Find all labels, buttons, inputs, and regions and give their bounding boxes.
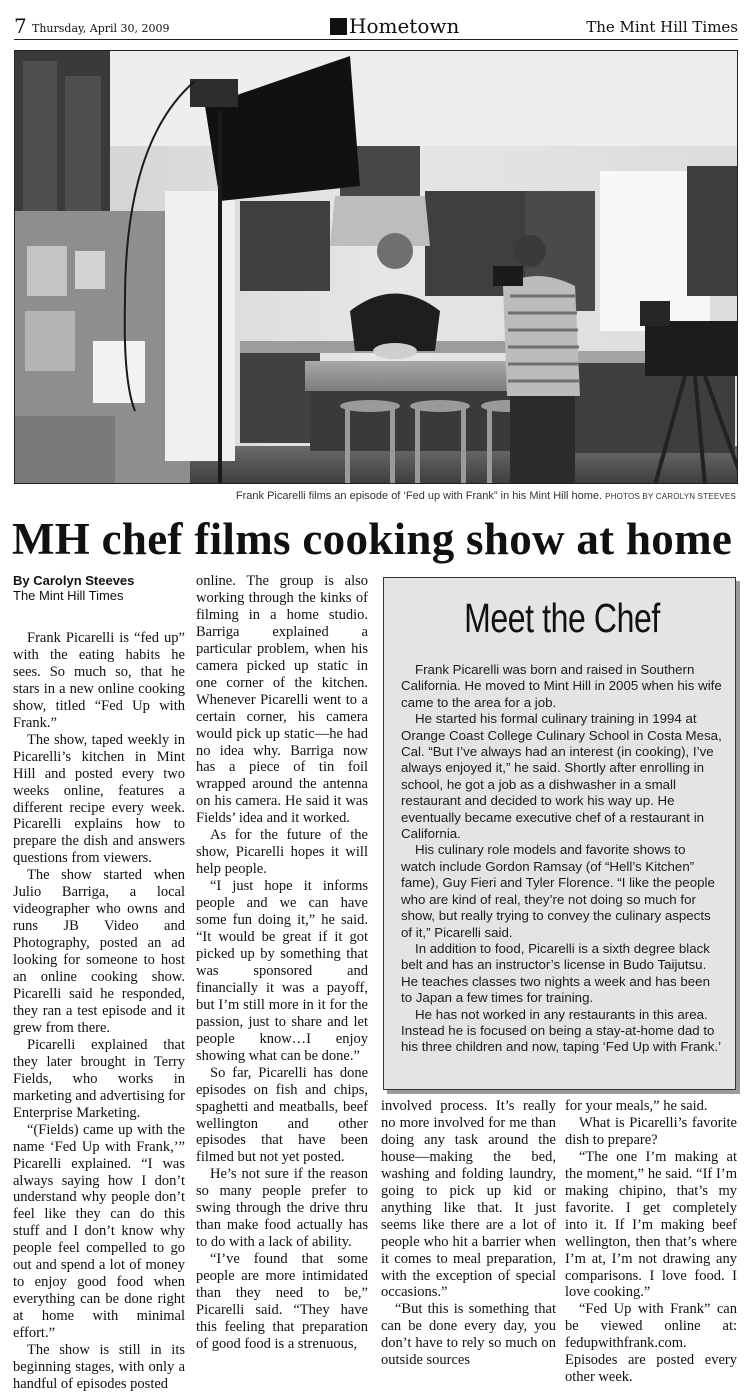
byline-author: By Carolyn Steeves [13, 573, 135, 588]
article-paragraph: “I’ve found that some people are more intimidated than they need to be,” Picarelli said. “They have this feeling that preparation of good food is a strenuous, [196, 1251, 368, 1352]
article-paragraph: What is Picarelli’s favorite dish to prepare? [565, 1114, 737, 1148]
article-paragraph: “But this is something that can be done every day, you don’t have to rely so much on outside sources [381, 1301, 556, 1369]
article-column-4 [565, 1098, 737, 1386]
meet-the-chef-box [383, 577, 736, 1090]
article-paragraph: involved process. It’s really no more involved for me than doing any task around the house—making the bed, washing and folding laundry, going to pick up kid or anything like that. It just seems like there are a lot of people who hit a barrier when it comes to meal preparation, with the exception of special occasions.” [381, 1098, 556, 1301]
article-paragraph: The show started when Julio Barriga, a local videographer who owns and runs JB Video and Photography, posted an ad looking for someone to host an online cooking show. Picarelli said he responded, they ran a test episode and it grew from there. [13, 867, 185, 1036]
byline [13, 573, 185, 603]
article-paragraph: Picarelli explained that they later brought in Terry Fields, who works in marketing and advertising for Enterprise Marketing. [13, 1036, 185, 1121]
article-paragraph: As for the future of the show, Picarelli hopes it will help people. [196, 827, 368, 878]
article-column-1 [13, 573, 185, 1393]
section-label [330, 14, 459, 38]
section-square-icon [330, 18, 347, 35]
kitchen-photo-illustration [15, 51, 738, 484]
issue-date: Thursday, April 30, 2009 [32, 22, 170, 35]
page-number: 7 [14, 14, 27, 38]
article-paragraph: “Fed Up with Frank” can be viewed online at: fedupwithfrank.com. Episodes are posted every other week. [565, 1301, 737, 1386]
article-paragraph: for your meals,” he said. [565, 1098, 708, 1114]
article-paragraph: So far, Picarelli has done episodes on fish and chips, spaghetti and meatballs, beef wellington and other episodes that have been filmed but not yet posted. [196, 1064, 368, 1166]
article-paragraph: The show is still in its beginning stages, with only a handful of episodes posted [13, 1342, 185, 1392]
article-paragraph: “(Fields) came up with the name ‘Fed Up with Frank,’” Picarelli explained. “I was always saying how I don’t understand why people don’t feel like they can do this stuff and I don’t know why people feel compelled to go out and spend a lot of money to enjoy good food when everything can be done right at home with minimal effort.” [13, 1121, 185, 1342]
article-paragraph: The show, taped weekly in Picarelli’s kitchen in Mint Hill and posted every two weeks online, features a different recipe every week. Picarelli explains how to prepare the dish and answers questions from viewers. [13, 731, 185, 867]
article-paragraph: Frank Picarelli is “fed up” with the eating habits he sees. So much so, that he stars in a new online cooking show, titled “Fed Up with Frank.” [13, 630, 185, 731]
photo-caption [236, 490, 736, 502]
article-paragraph: He’s not sure if the reason so many people prefer to swing through the drive thru than make food actually has to do with a lack of ability. [196, 1166, 368, 1251]
section-name: Hometown [349, 14, 460, 38]
sidebar-paragraph: His culinary role models and favorite shows to watch include Gordon Ramsay (of “Hell’s Kitchen” fame), Guy Fieri and Tyler Florence. “I like the people who are kind of real, they’re not doing so much for show, but really trying to convey the culinary aspects of it,” Picarelli said. [401, 842, 715, 940]
sidebar-paragraph: In addition to food, Picarelli is a sixth degree black belt and has an instructor’s license in Budo Taijutsu. He teaches classes two nights a week and has been to Japan a few times for training. [401, 940, 710, 1006]
article-paragraph: “I just hope it informs people and we can have some fun doing it,” he said. “It would be great if it got picked up by something that was sponsored and financially it was a payoff, but I’m still more in it for the passion, just to share and let people know…I enjoy showing what can be done.” [196, 878, 368, 1064]
article-paragraph: online. The group is also working through the kinks of filming in a home studio. Barriga explained a particular problem, when his camera picked up static in one corner of the kitchen. Whenever Picarelli went to a certain corner, his camera would pick up static—he had no idea why. Barriga now has a piece of tin foil wrapped around the antenna on his camera. He said it was Fields’ idea and it worked. [196, 573, 368, 827]
sidebar-title: Meet the Chef [464, 595, 660, 641]
page-header [14, 10, 738, 40]
newspaper-name: The Mint Hill Times [586, 18, 738, 36]
photo-credit: PHOTOS BY CAROLYN STEEVES [605, 492, 736, 501]
article-column-3 [381, 1098, 556, 1369]
sidebar-paragraph: Frank Picarelli was born and raised in Southern California. He moved to Mint Hill in 2005 when his wife came to the area for a job. [401, 662, 722, 710]
article-column-2 [196, 573, 368, 1353]
article-paragraph: “The one I’m making at the moment,” he said. “If I’m making chipino, that’s my favorite. I get completely into it. If I’m making beef wellington, then that’s where I’m at, I’m not drawing any comparisons. I love food. I love cooking.” [565, 1148, 737, 1301]
article-headline: MH chef films cooking show at home [12, 514, 733, 564]
kitchen-photo [14, 50, 738, 484]
caption-text: Frank Picarelli films an episode of ‘Fed up with Frank” in his Mint Hill home. [235, 490, 603, 502]
byline-publication: The Mint Hill Times [13, 588, 124, 603]
sidebar-paragraph: He has not worked in any restaurants in this area. Instead he is focused on being a stay-at-home dad to his three children and now, taping ‘Fed Up with Frank.’ [401, 1006, 722, 1055]
sidebar-paragraph: He started his formal culinary training in 1994 at Orange Coast College Culinary School in Costa Mesa, Cal. “But I’ve always had an interest (in cooking), I’ve always enjoyed it,” he said. Shortly after enrolling in school, he got a job as a dishwasher in a small restaurant and decided to work his way up. He eventually became executive chef of a restaurant in California. [401, 711, 722, 842]
